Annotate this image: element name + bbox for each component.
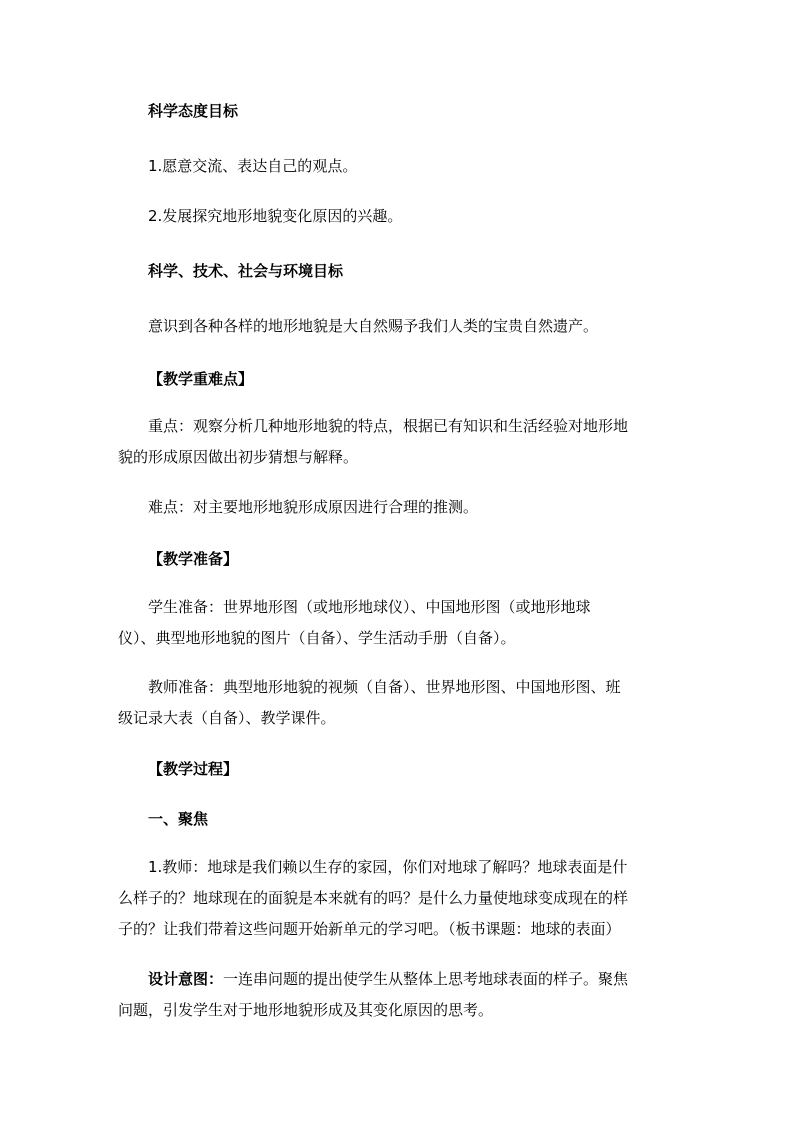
paragraph-line: 1.教师：地球是我们赖以生存的家园，你们对地球了解吗？地球表面是什 <box>148 858 628 876</box>
heading-text: 一、聚焦 <box>148 810 209 828</box>
heading-text: 科学、技术、社会与环境目标 <box>148 262 344 280</box>
heading-text: 【教学准备】 <box>148 550 239 568</box>
difficulty-paragraph <box>118 494 708 520</box>
paragraph-line: 问题，引发学生对于地形地貌形成及其变化原因的思考。 <box>118 1001 494 1019</box>
paragraph-text: 难点：对主要地形地貌形成原因进行合理的推测。 <box>148 498 479 516</box>
paragraph-text: 1.愿意交流、表达自己的观点。 <box>148 157 358 175</box>
science-attitude-heading <box>118 98 708 124</box>
stse-paragraph <box>118 313 708 339</box>
attitude-item-2 <box>118 203 708 229</box>
stse-heading <box>118 258 708 284</box>
student-prep-paragraph <box>118 594 678 651</box>
paragraph-text: 意识到各种各样的地形地貌是大自然赐予我们人类的宝贵自然遗产。 <box>148 317 599 335</box>
paragraph-line: 仪）、典型地形地貌的图片（自备）、学生活动手册（自备）。 <box>118 629 516 647</box>
heading-text: 科学态度目标 <box>148 102 239 120</box>
paragraph-line: 教师准备：典型地形地貌的视频（自备）、世界地形图、中国地形图、班 <box>148 678 621 696</box>
process-heading <box>118 756 708 782</box>
prep-heading <box>118 546 708 572</box>
heading-text: 【教学重难点】 <box>148 370 254 388</box>
teacher-prep-paragraph <box>118 674 678 731</box>
design-intent-text: 一连串问题的提出使学生从整体上思考地球表面的样子。聚焦 <box>223 970 629 988</box>
paragraph-line: 重点：观察分析几种地形地貌的特点，根据已有知识和生活经验对地形地 <box>148 417 629 435</box>
key-point-paragraph <box>118 413 678 470</box>
focus-item-1 <box>118 854 678 942</box>
paragraph-line <box>118 966 678 992</box>
paragraph-line: 级记录大表（自备）、教学课件。 <box>118 709 336 727</box>
design-intent-label: 设计意图： <box>148 970 224 988</box>
attitude-item-1 <box>118 153 708 179</box>
paragraph-line: 貌的形成原因做出初步猜想与解释。 <box>118 448 359 466</box>
design-intent-paragraph <box>118 966 678 1023</box>
paragraph-line: 子的？让我们带着这些问题开始新单元的学习吧。（板书课题：地球的表面） <box>118 920 621 938</box>
key-points-heading <box>118 366 708 392</box>
paragraph-line: 么样子的？地球现在的面貌是本来就有的吗？是什么力量使地球变成现在的样 <box>118 889 629 907</box>
focus-heading <box>118 806 708 832</box>
paragraph-text: 2.发展探究地形地貌变化原因的兴趣。 <box>148 207 403 225</box>
heading-text: 【教学过程】 <box>148 760 239 778</box>
paragraph-line: 学生准备：世界地形图（或地形地球仪）、中国地形图（或地形地球 <box>148 598 591 616</box>
